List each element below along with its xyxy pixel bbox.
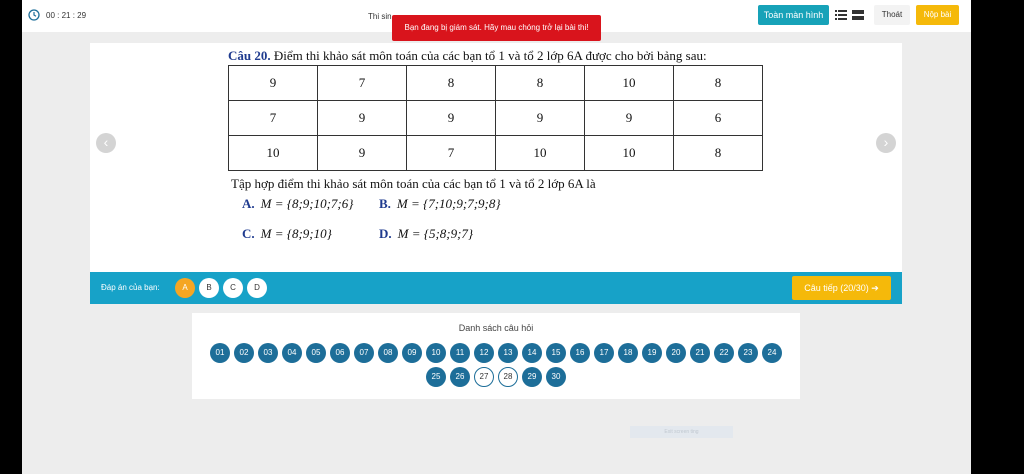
- score-table: [228, 65, 763, 171]
- chevron-left-icon: ‹: [103, 134, 109, 150]
- question-number-button[interactable]: 21: [690, 343, 710, 363]
- table-cell: 9: [407, 101, 496, 136]
- question-number-button[interactable]: 05: [306, 343, 326, 363]
- question-number-button[interactable]: 12: [474, 343, 494, 363]
- question-number-button[interactable]: 16: [570, 343, 590, 363]
- answer-option-c[interactable]: C: [223, 278, 243, 298]
- choice-b: [379, 196, 501, 212]
- table-cell: 8: [496, 66, 585, 101]
- choice-text: M = {8;9;10;7;6}: [260, 196, 354, 211]
- choice-text: M = {8;9;10}: [260, 226, 332, 241]
- table-cell: 10: [229, 136, 318, 171]
- question-number-button[interactable]: 07: [354, 343, 374, 363]
- table-row: [229, 101, 763, 136]
- question-number-button[interactable]: 19: [642, 343, 662, 363]
- exit-button[interactable]: Thoát: [874, 5, 910, 25]
- question-number-button[interactable]: 27: [474, 367, 494, 387]
- choice-a: [242, 196, 353, 212]
- choice-text: M = {7;10;9;7;9;8}: [396, 196, 501, 211]
- question-number-button[interactable]: 29: [522, 367, 542, 387]
- question-card: [90, 43, 902, 272]
- table-cell: 9: [318, 136, 407, 171]
- table-cell: 7: [229, 101, 318, 136]
- table-cell: 9: [585, 101, 674, 136]
- answer-option-a[interactable]: A: [175, 278, 195, 298]
- question-number-button[interactable]: 06: [330, 343, 350, 363]
- question-number-button[interactable]: 18: [618, 343, 638, 363]
- table-cell: 10: [585, 136, 674, 171]
- question-number-button[interactable]: 14: [522, 343, 542, 363]
- exam-title: Thi sin: [368, 12, 392, 21]
- fullscreen-button[interactable]: Toàn màn hình: [758, 5, 829, 25]
- question-prompt: Tập hợp điểm thi khảo sát môn toán của các bạn tổ 1 và tổ 2 lớp 6A là: [231, 176, 596, 191]
- question-number-button[interactable]: 24: [762, 343, 782, 363]
- question-number-button[interactable]: 09: [402, 343, 422, 363]
- table-cell: 8: [407, 66, 496, 101]
- clock-icon: [28, 9, 40, 21]
- question-number-button[interactable]: 22: [714, 343, 734, 363]
- table-cell: 9: [318, 101, 407, 136]
- choice-letter: C.: [242, 226, 255, 241]
- next-question-button[interactable]: Câu tiếp (20/30) ➔: [792, 276, 891, 300]
- table-row: [229, 136, 763, 171]
- choice-letter: A.: [242, 196, 255, 211]
- question-number-button[interactable]: 10: [426, 343, 446, 363]
- answer-label: Đáp án của bạn:: [101, 283, 160, 292]
- question-number-button[interactable]: 20: [666, 343, 686, 363]
- question-heading: [228, 48, 707, 64]
- choice-text: M = {5;8;9;7}: [397, 226, 474, 241]
- timer-text: 00 : 21 : 29: [46, 10, 87, 20]
- question-number-button[interactable]: 25: [426, 367, 446, 387]
- choice-d: [379, 226, 473, 242]
- answer-option-d[interactable]: D: [247, 278, 267, 298]
- monitoring-alert: Bạn đang bị giám sát. Hãy mau chóng trở lại bài thi!: [392, 15, 601, 41]
- question-number-button[interactable]: 04: [282, 343, 302, 363]
- chevron-right-icon: ›: [883, 134, 889, 150]
- left-letterbox: [0, 0, 22, 474]
- question-number-button[interactable]: 15: [546, 343, 566, 363]
- table-cell: 9: [496, 101, 585, 136]
- table-cell: 10: [585, 66, 674, 101]
- question-number-button[interactable]: 11: [450, 343, 470, 363]
- table-cell: 8: [674, 136, 763, 171]
- question-number-button[interactable]: 26: [450, 367, 470, 387]
- question-list-panel: [192, 313, 800, 399]
- table-cell: 7: [318, 66, 407, 101]
- answer-option-b[interactable]: B: [199, 278, 219, 298]
- question-list-title: Danh sách câu hỏi: [458, 323, 534, 333]
- choice-c: [242, 226, 332, 242]
- question-number: Câu 20.: [228, 48, 271, 63]
- fullscreen-hint: Exit screen ting: [630, 426, 733, 438]
- choice-letter: B.: [379, 196, 391, 211]
- table-cell: 7: [407, 136, 496, 171]
- table-cell: 8: [674, 66, 763, 101]
- question-number-button[interactable]: 30: [546, 367, 566, 387]
- list-view-icon[interactable]: [835, 10, 847, 20]
- question-text: Điểm thi khảo sát môn toán của các bạn tổ 1 và tổ 2 lớp 6A được cho bởi bảng sau:: [273, 48, 707, 63]
- table-cell: 6: [674, 101, 763, 136]
- question-number-button[interactable]: 08: [378, 343, 398, 363]
- question-grid: [192, 343, 800, 387]
- table-cell: 9: [229, 66, 318, 101]
- next-question-arrow[interactable]: [876, 133, 896, 153]
- submit-button[interactable]: Nộp bài: [916, 5, 959, 25]
- question-number-button[interactable]: 01: [210, 343, 230, 363]
- question-number-button[interactable]: 02: [234, 343, 254, 363]
- timer: [28, 9, 86, 21]
- question-number-button[interactable]: 03: [258, 343, 278, 363]
- question-number-button[interactable]: 28: [498, 367, 518, 387]
- table-row: [229, 66, 763, 101]
- single-view-icon[interactable]: [852, 10, 864, 20]
- table-cell: 10: [496, 136, 585, 171]
- exam-page: [22, 0, 971, 474]
- question-number-button[interactable]: 23: [738, 343, 758, 363]
- choice-letter: D.: [379, 226, 392, 241]
- right-letterbox: [971, 0, 1024, 474]
- question-number-button[interactable]: 17: [594, 343, 614, 363]
- answer-bar: [90, 272, 902, 304]
- question-number-button[interactable]: 13: [498, 343, 518, 363]
- previous-question-button[interactable]: [96, 133, 116, 153]
